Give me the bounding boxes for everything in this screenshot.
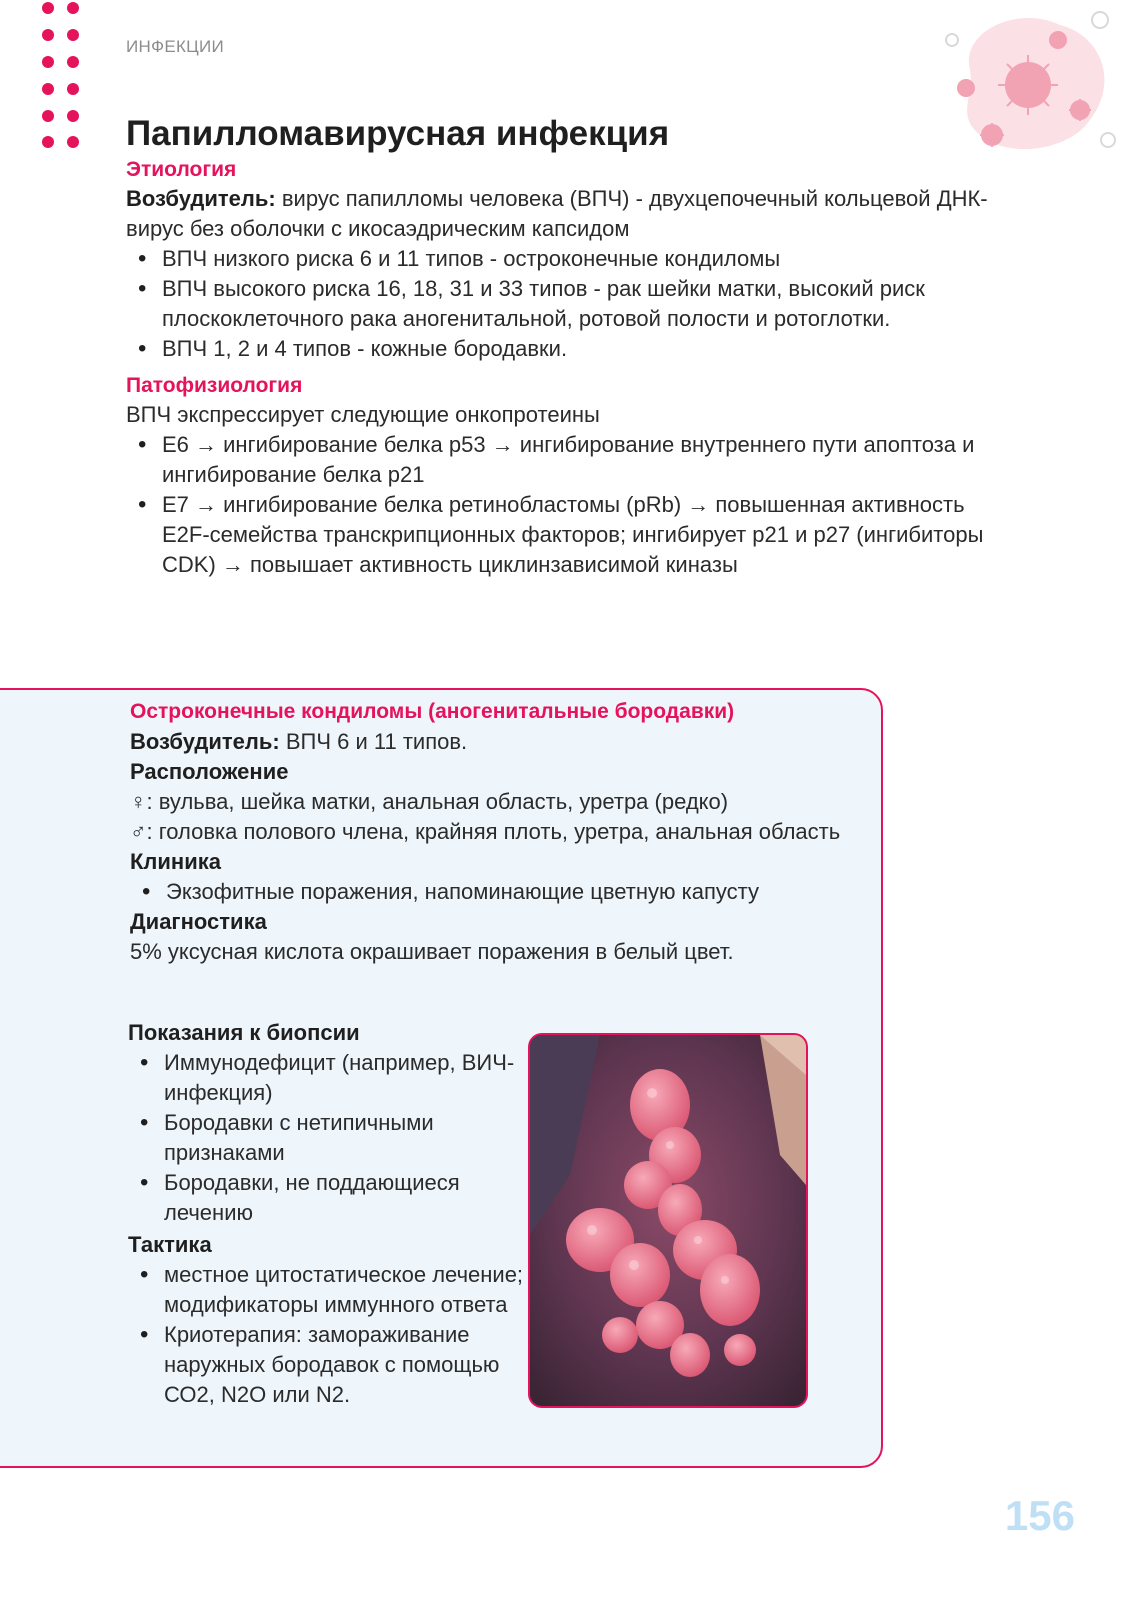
list-item: • ВПЧ низкого риска 6 и 11 типов - остроконечные кондиломы [126,244,1006,274]
diagnostics-text: 5% уксусная кислота окрашивает поражения в белый цвет. [130,939,734,964]
agent-text: ВПЧ 6 и 11 типов. [279,729,468,754]
agent-text: вирус папилломы человека (ВПЧ) - двухцепочечный кольцевой ДНК-вирус без оболочки с икосаэдрическим капсидом [126,186,988,241]
clinic-heading: Клиника [130,849,221,874]
list-item: • Иммунодефицит (например, ВИЧ-инфекция) [128,1048,528,1108]
biopsy-heading: Показания к биопсии [128,1020,360,1045]
box-agent [130,727,870,757]
biopsy-list [128,1048,528,1228]
biopsy-tactics-column [128,1018,528,1410]
tactics-heading: Тактика [128,1232,212,1257]
page-number: 156 [1004,1492,1075,1539]
clinic-list [130,877,870,907]
agent-label: Возбудитель: [126,186,276,211]
list-item: • Экзофитные поражения, напоминающие цветную капусту [130,877,870,907]
box-title: Остроконечные кондиломы (аногенитальные бородавки) [130,700,735,723]
location-female: ♀: вульва, шейка матки, анальная область, уретра (редко) [130,789,729,814]
etiology-list [126,244,1006,364]
page-title: Папилломавирусная инфекция [126,114,670,153]
location-heading: Расположение [130,759,289,784]
etiology-agent [126,184,1006,244]
pathophysiology-heading: Патофизиология [126,374,303,397]
list-item: • Е7 → ингибирование белка ретинобластомы (pRb) → повышенная активность E2F-семейства транскрипционных факторов; ингибирует р21 и р27 (ингибиторы CDK) → повышает активность циклинзависимой киназы [126,490,1006,580]
diagnostics-heading: Диагностика [130,909,267,934]
main-content [126,112,1006,580]
clinical-photo [528,1033,808,1408]
list-item: • ВПЧ 1, 2 и 4 типов - кожные бородавки. [126,334,1006,364]
list-item: • Бородавки, не поддающиеся лечению [128,1168,528,1228]
decorative-dots [40,0,90,150]
list-item: • ВПЧ высокого риска 16, 18, 31 и 33 типов - рак шейки матки, высокий риск плоскоклеточного рака аногенитальной, ротовой полости и ротоглотки. [126,274,1006,334]
list-item: • Е6 → ингибирование белка р53 → ингибирование внутреннего пути апоптоза и ингибирование белка р21 [126,430,1006,490]
location-male: ♂: головка полового члена, крайняя плоть, уретра, анальная область [130,819,841,844]
list-item: • местное цитостатическое лечение; модификаторы иммунного ответа [128,1260,528,1320]
condyloma-photo-image [530,1035,806,1406]
list-item: • Бородавки с нетипичными признаками [128,1108,528,1168]
condyloma-box-content [130,697,870,967]
pathophysiology-list [126,430,1006,580]
section-label: ИНФЕКЦИИ [126,37,225,56]
list-item: • Криотерапия: замораживание наружных бородавок с помощью СО2, N2O или N2. [128,1320,528,1410]
tactics-list [128,1260,528,1410]
etiology-heading: Этиология [126,158,237,181]
pathophysiology-intro: ВПЧ экспрессирует следующие онкопротеины [126,402,600,427]
agent-label: Возбудитель: [130,729,280,754]
